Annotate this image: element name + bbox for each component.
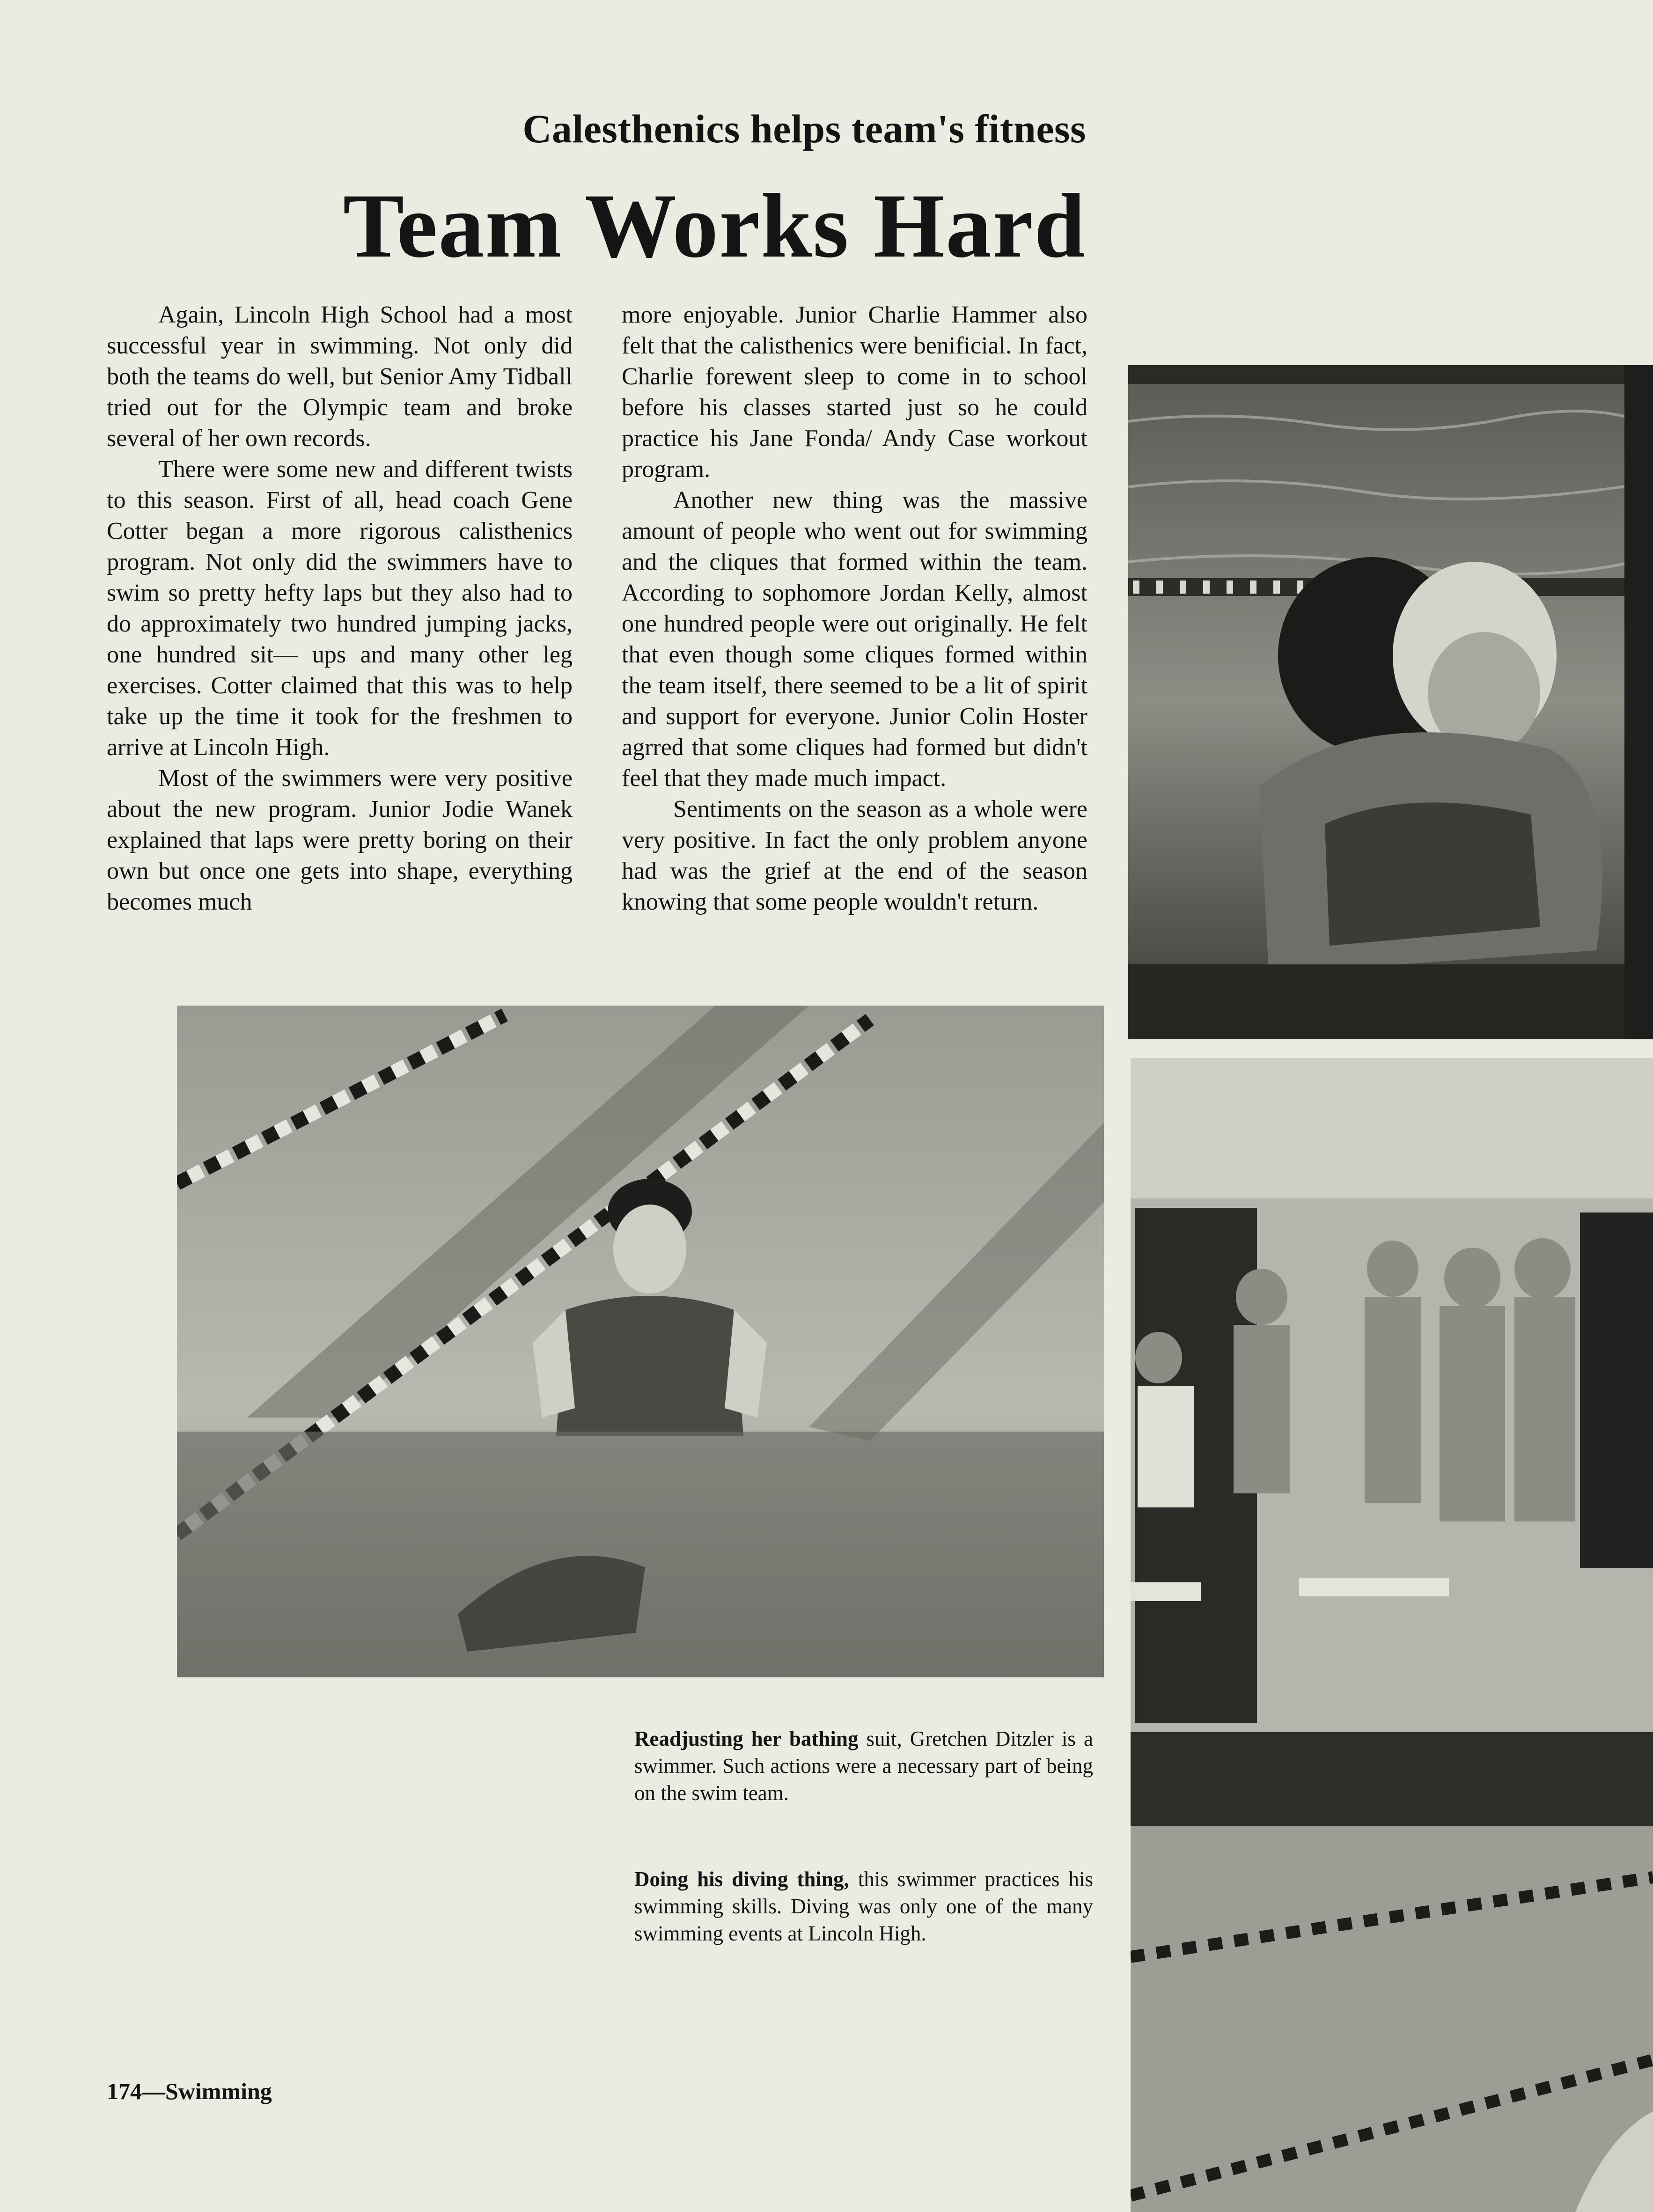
photo-caption-1 [634,1725,1093,1807]
swimmers-on-starting-blocks-photo [1131,1058,1653,2212]
photo-caption-2 [634,1866,1093,1947]
article-headline: Team Works Hard [343,175,1086,277]
caption-text: this swimmer practices his swimming skills. Diving was only one of the many swimming events at Lincoln High. [634,1867,1094,1945]
paragraph: Again, Lincoln High School had a most successful year in swimming. Not only did both the teams do well, but Senior Amy Tidball tried out for the Olympic team and broke several of her own records. [107,301,573,452]
paragraph: There were some new and different twists to this season. First of all, head coach Gene Cotter began a more rigorous calisthenics program. Not only did the swimmers have to swim so pretty hefty laps but they also had to do approximately two hundred jumping jacks, one hundred sit— ups and many other leg exercises. Cotter claimed that this was to help take up the time it took for the freshmen to arrive at Lincoln High. [107,456,573,761]
swimmers-hugging-photo [1128,365,1653,1039]
article-column-2 [622,300,1087,918]
swimmer-in-pool-photo [177,1006,1104,1677]
article-column-1 [107,300,573,918]
article-kicker: Calesthenics helps team's fitness [522,106,1086,151]
caption-text: suit, Gretchen Ditzler is a swimmer. Such actions were a necessary part of being on the swim team. [634,1727,1093,1805]
page-folio: 174—Swimming [107,2078,272,2104]
paragraph: more enjoyable. Junior Charlie Hammer also felt that the calisthenics were benificial. In fact, Charlie forewent sleep to come in to school before his classes started just so he could practice his Jane Fonda/ Andy Case workout program. [622,301,1087,483]
caption-lead: Doing his diving thing, [634,1867,849,1891]
caption-lead: Readjusting her bathing [634,1727,859,1750]
paragraph: Sentiments on the season as a whole were very positive. In fact the only problem anyone had was the grief at the end of the season knowing that some people wouldn't return. [622,796,1087,915]
paragraph: Another new thing was the massive amount of people who went out for swimming and the cliques that formed within the team. According to sophomore Jordan Kelly, almost one hundred people were out originally. He felt that even though some cliques formed within the team itself, there seemed to be a lit of spirit and support for everyone. Junior Colin Hoster agrred that some cliques had formed but didn't feel that they made much impact. [622,487,1087,792]
paragraph: Most of the swimmers were very positive about the new program. Junior Jodie Wanek explained that laps were pretty boring on their own but once one gets into shape, everything becomes much [107,765,573,915]
